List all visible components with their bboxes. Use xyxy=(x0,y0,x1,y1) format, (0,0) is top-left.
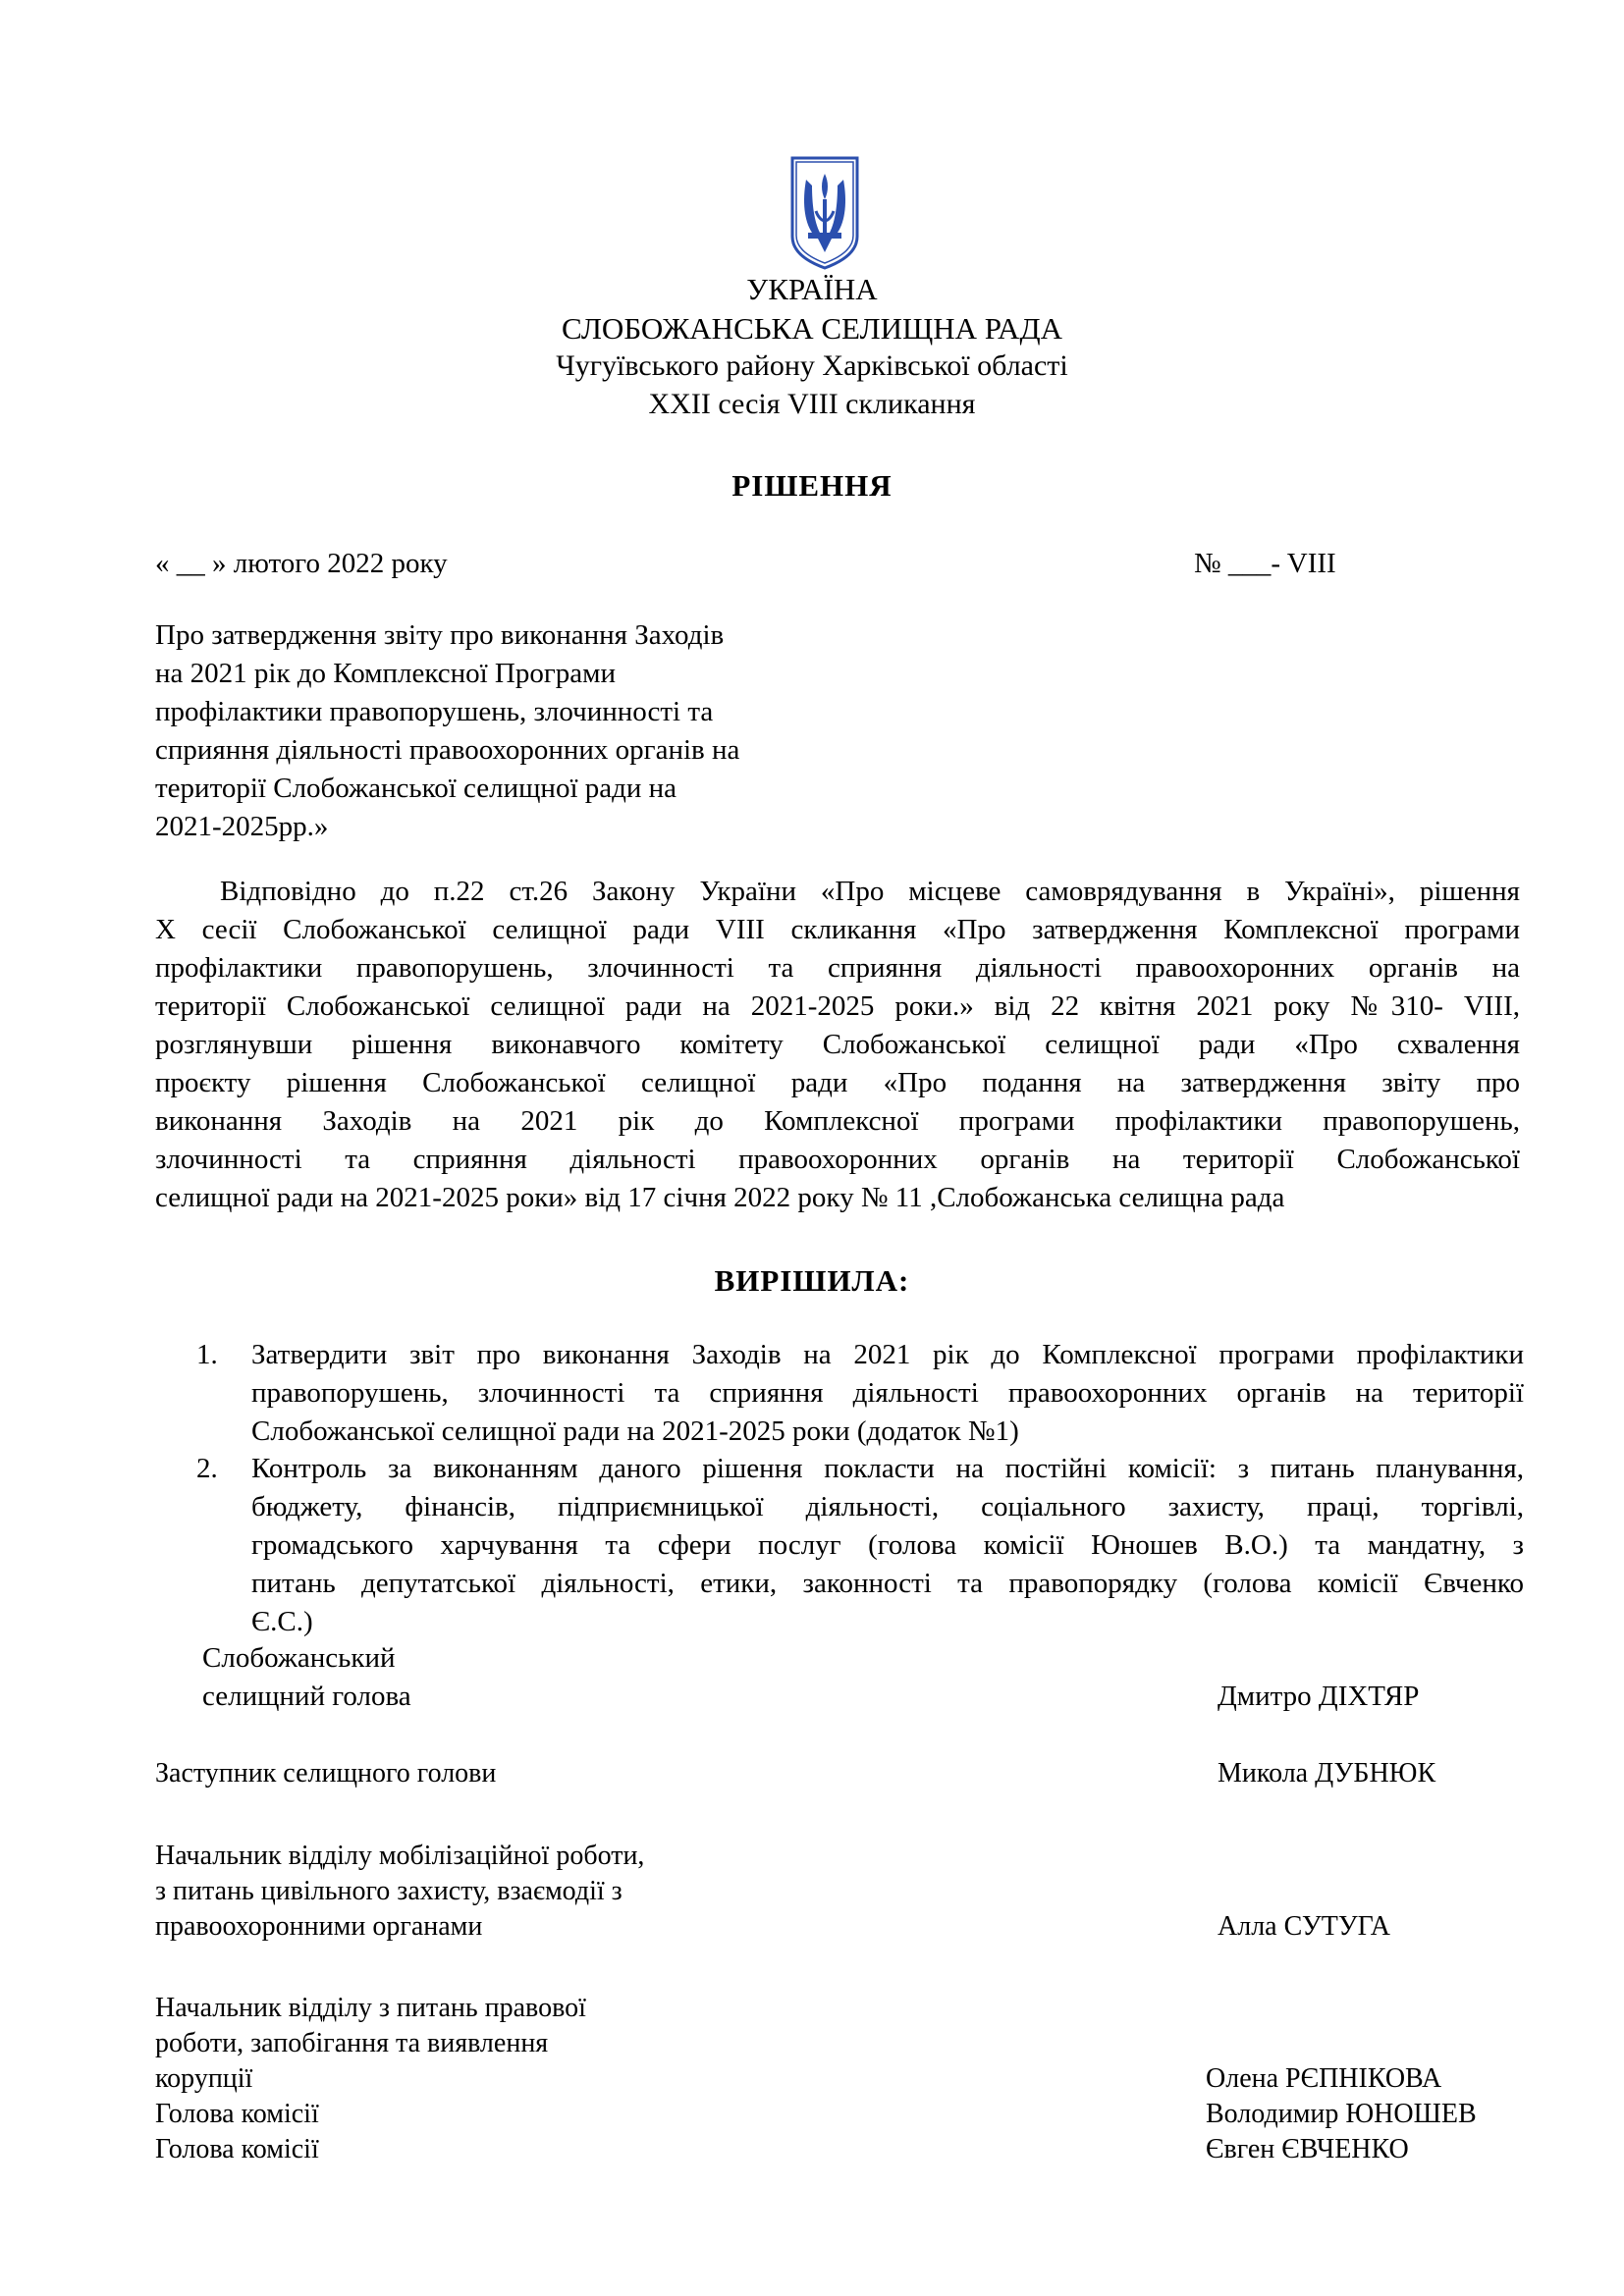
item-line: бюджету, фінансів, підприємницької діяльності, соціального захисту, праці, торгівлі, xyxy=(251,1491,1524,1522)
subject-line: на 2021 рік до Комплексної Програми xyxy=(155,658,616,689)
preamble-line: Відповідно до п.22 ст.26 Закону України «Про місцеве самоврядування в Україні», рішення xyxy=(220,876,1520,907)
item-line: Є.С.) xyxy=(251,1606,313,1637)
preamble-line: виконання Заходів на 2021 рік до Комплексної програми профілактики правопорушень, xyxy=(155,1105,1520,1137)
signature-commission-name: Євген ЄВЧЕНКО xyxy=(1206,2134,1409,2164)
item-number: 2. xyxy=(196,1453,218,1484)
subject-line: Про затвердження звіту про виконання Заходів xyxy=(155,619,725,651)
preamble-paragraph xyxy=(155,873,1520,1217)
signature-commission-title: Голова комісії xyxy=(155,2134,319,2164)
header-district: Чугуївського району Харківської області xyxy=(556,349,1068,382)
preamble-line: профілактики правопорушень, злочинності та сприяння діяльності правоохоронних органів на xyxy=(155,952,1520,984)
header-council: СЛОБОЖАНСЬКА СЕЛИЩНА РАДА xyxy=(562,311,1062,346)
item-line: Контроль за виконанням даного рішення покласти на постійні комісії: з питань планування, xyxy=(251,1453,1524,1484)
subject-line: 2021-2025рр.» xyxy=(155,811,329,842)
preamble-line: Х сесії Слобожанської селищної ради VIII скликання «Про затвердження Комплексної програми xyxy=(155,914,1520,945)
decision-subject xyxy=(155,616,882,846)
decision-date: « __ » лютого 2022 року xyxy=(155,548,448,579)
decision-number: № ___- VIII xyxy=(1194,548,1336,579)
item-line: Затвердити звіт про виконання Заходів на 2021 рік до Комплексної програми профілактики xyxy=(251,1339,1524,1370)
subject-line: сприяння діяльності правоохоронних органів на xyxy=(155,734,740,766)
signature-mob-name: Алла СУТУГА xyxy=(1218,1911,1391,1942)
signature-legal-title: корупції xyxy=(155,2063,253,2094)
signature-legal-name: Олена РЄПНІКОВА xyxy=(1206,2063,1442,2094)
decided-heading: ВИРІШИЛА: xyxy=(714,1263,910,1298)
signature-head-title: Слобожанський xyxy=(202,1642,396,1674)
signature-legal-title: роботи, запобігання та виявлення xyxy=(155,2028,549,2058)
signature-mob-title: з питань цивільного захисту, взаємодії з xyxy=(155,1876,623,1906)
signature-deputy-name: Микола ДУБНЮК xyxy=(1218,1758,1436,1789)
signature-head-name: Дмитро ДІХТЯР xyxy=(1218,1681,1420,1712)
header-country: УКРАЇНА xyxy=(746,272,878,306)
signature-deputy-title: Заступник селищного голови xyxy=(155,1758,497,1789)
document-title: РІШЕННЯ xyxy=(731,468,893,503)
item-line: Слобожанської селищної ради на 2021-2025 роки (додаток №1) xyxy=(251,1415,1019,1447)
signature-mob-title: правоохоронними органами xyxy=(155,1911,483,1942)
preamble-line: селищної ради на 2021-2025 роки» від 17 січня 2022 року № 11 ,Слобожанська селищна рада xyxy=(155,1182,1285,1213)
signature-mob-title: Начальник відділу мобілізаційної роботи, xyxy=(155,1841,645,1871)
item-line: питань депутатської діяльності, етики, законності та правопорядку (голова комісії Євченко xyxy=(251,1568,1524,1599)
signature-legal-title: Начальник відділу з питань правової xyxy=(155,1993,586,2023)
signature-commission-title: Голова комісії xyxy=(155,2099,319,2129)
item-line: правопорушень, злочинності та сприяння діяльності правоохоронних органів на території xyxy=(251,1377,1524,1409)
coat-of-arms-icon xyxy=(788,152,861,271)
item-line: громадського харчування та сфери послуг (голова комісії Юношев В.О.) та мандатну, з xyxy=(251,1529,1524,1561)
header-session: ХХII сесія VIII скликання xyxy=(648,388,976,420)
item-number: 1. xyxy=(196,1339,218,1370)
preamble-line: території Слобожанської селищної ради на 2021-2025 роки.» від 22 квітня 2021 року №310- VIII, xyxy=(155,990,1520,1022)
preamble-line: розглянувши рішення виконавчого комітету Слобожанської селищної ради «Про схвалення xyxy=(155,1029,1520,1060)
preamble-line: злочинності та сприяння діяльності правоохоронних органів на території Слобожанської xyxy=(155,1144,1520,1175)
subject-line: території Слобожанської селищної ради на xyxy=(155,773,677,804)
preamble-line: проєкту рішення Слобожанської селищної ради «Про подання на затвердження звіту про xyxy=(155,1067,1520,1098)
signature-head-title: селищний голова xyxy=(202,1681,411,1712)
subject-line: профілактики правопорушень, злочинності та xyxy=(155,696,714,727)
signature-commission-name: Володимир ЮНОШЕВ xyxy=(1206,2099,1477,2129)
